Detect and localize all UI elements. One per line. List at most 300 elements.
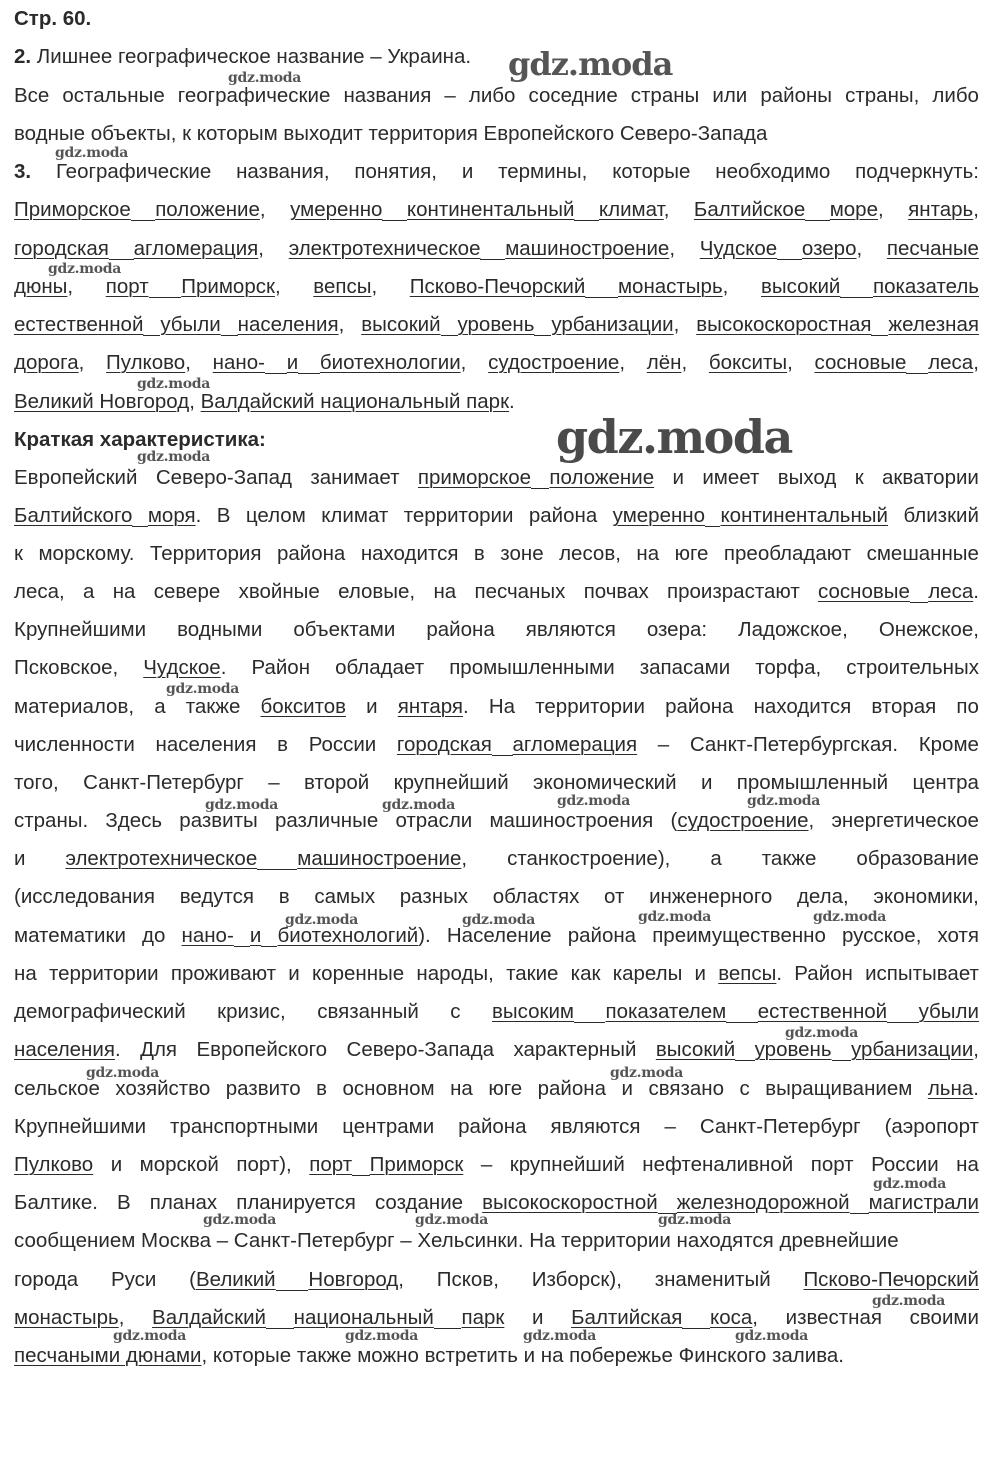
text-run: . — [220, 656, 227, 679]
underlined-term: парк — [461, 1306, 505, 1329]
text-run: , которые также можно встретить и на побережье Финского залива. — [201, 1344, 844, 1367]
word — [488, 1070, 522, 1108]
underlined-term: Псково-Печорский — [409, 275, 586, 298]
text-run: термины, — [498, 160, 588, 183]
underlined-word — [361, 306, 440, 344]
text-line — [14, 191, 979, 229]
word — [14, 153, 31, 191]
text-run: и — [14, 847, 26, 870]
word — [309, 726, 377, 764]
text-run: Северо-Запад — [155, 466, 292, 489]
text-run: соседние — [528, 84, 618, 107]
word — [700, 1108, 861, 1146]
text-run: , — [274, 275, 281, 298]
word — [665, 688, 733, 726]
word — [14, 993, 186, 1031]
text-line — [14, 535, 979, 573]
underlined-word — [418, 459, 531, 497]
underlined-word — [148, 497, 201, 535]
underlined-word — [700, 230, 777, 268]
watermark: gdz.moda — [872, 1293, 946, 1309]
word — [462, 153, 473, 191]
underlined-word — [14, 1299, 124, 1337]
underlined-term: Пулково — [14, 1153, 94, 1176]
word — [316, 1070, 327, 1108]
word — [170, 1108, 318, 1146]
bold-label: Краткая характеристика: — [14, 428, 266, 451]
text-run: , — [118, 1306, 125, 1329]
underlined-word — [761, 268, 840, 306]
text-run: в — [277, 733, 289, 756]
word — [312, 955, 404, 993]
underlined-term: Псково-Печорский — [803, 1268, 979, 1291]
text-run: хотя — [937, 924, 979, 947]
text-run: вторая — [871, 695, 937, 718]
underlined-word — [887, 230, 979, 268]
underlined-term: озеро — [801, 237, 857, 260]
text-run: Все — [14, 84, 50, 107]
word — [529, 497, 597, 535]
word — [288, 955, 299, 993]
text-run: района — [426, 618, 495, 641]
text-run: экономический — [533, 771, 677, 794]
text-run: до — [142, 924, 166, 947]
word — [217, 993, 286, 1031]
underlined-word — [155, 191, 265, 229]
text-run: и — [700, 771, 713, 794]
text-line — [14, 726, 979, 764]
text-run: России — [871, 1153, 939, 1176]
text-run: Санкт-Петербург — [83, 771, 244, 794]
watermark: gdz.moda — [873, 1176, 947, 1192]
text-run: В — [216, 504, 231, 527]
text-run: преимущественно — [652, 924, 826, 947]
underlined-word — [14, 344, 84, 382]
underlined-term: населения — [237, 313, 339, 336]
text-run: морской — [139, 1153, 219, 1176]
underlined-term: высокий — [655, 1038, 736, 1061]
text-line — [14, 1108, 979, 1146]
text-run: , — [189, 390, 201, 413]
text-run: на — [450, 1077, 473, 1100]
text-run: смешанные — [866, 542, 979, 565]
underlined-term: леса — [928, 351, 974, 374]
underline-connector — [871, 335, 888, 336]
word — [14, 878, 155, 916]
text-run: на — [112, 580, 136, 603]
text-run: , — [973, 198, 979, 221]
word — [105, 802, 162, 840]
underlined-term: биотехнологии — [319, 351, 461, 374]
word — [111, 1146, 122, 1184]
word — [142, 917, 165, 955]
underlined-word — [908, 191, 979, 229]
text-run: также — [761, 847, 817, 870]
text-run: песчаных — [474, 580, 566, 603]
text-run: территории — [403, 504, 514, 527]
text-line — [14, 573, 979, 611]
text-run: развито — [225, 1077, 301, 1100]
text-run: материалов, — [14, 695, 135, 718]
underline-connector — [149, 297, 182, 298]
text-run: своими — [909, 1306, 979, 1329]
word — [449, 649, 614, 687]
text-line — [14, 38, 979, 76]
underline-connector — [910, 602, 928, 603]
underline-connector — [352, 1175, 370, 1176]
word — [571, 955, 601, 993]
text-run: занимает — [310, 466, 400, 489]
underlined-word — [14, 1031, 121, 1069]
text-run: – — [480, 1153, 493, 1176]
underlined-word — [599, 191, 669, 229]
underlined-term: национальный — [293, 1306, 434, 1329]
underlined-word — [696, 306, 871, 344]
word — [404, 497, 514, 535]
word — [177, 611, 262, 649]
text-run: , — [681, 351, 688, 374]
underlined-word — [287, 344, 298, 382]
underlined-word — [14, 306, 143, 344]
text-run: являются — [550, 1115, 641, 1138]
word — [343, 77, 431, 115]
watermark-large: gdz.moda — [508, 45, 673, 83]
text-run: с — [450, 1000, 461, 1023]
underlined-word — [851, 1031, 979, 1069]
underlined-term: Пулково — [106, 351, 186, 374]
underlined-word — [802, 230, 862, 268]
word — [275, 802, 378, 840]
underlined-term: порт — [105, 275, 149, 298]
underlined-term: показателем — [605, 1000, 727, 1023]
word — [913, 764, 979, 802]
word — [14, 1108, 146, 1146]
underlined-word — [65, 840, 257, 878]
text-line — [14, 230, 979, 268]
text-run: – — [664, 1115, 676, 1138]
text-run: водными — [177, 618, 263, 641]
word — [150, 535, 262, 573]
underlined-term: судостроение — [677, 809, 809, 832]
text-run: . — [776, 962, 783, 985]
underlined-word — [815, 344, 907, 382]
text-run: понятия, — [354, 160, 437, 183]
watermark: gdz.moda — [785, 1025, 859, 1041]
underline-connector — [777, 259, 802, 260]
word — [690, 726, 898, 764]
text-line — [14, 1184, 979, 1222]
underlined-term: машиностроение — [297, 847, 462, 870]
text-run: на — [636, 542, 660, 565]
underline-connector — [534, 335, 551, 336]
word — [310, 459, 399, 497]
text-run: Район — [251, 656, 311, 679]
text-run: создание — [374, 1191, 464, 1214]
underline-connector — [574, 1022, 605, 1023]
watermark: gdz.moda — [523, 1328, 597, 1344]
word — [885, 1108, 979, 1146]
underlined-term: агломерация — [512, 733, 638, 756]
text-run: русское, — [842, 924, 922, 947]
watermark: gdz.moda — [345, 1328, 419, 1344]
text-run: территории — [535, 695, 645, 718]
text-run: территории — [48, 962, 159, 985]
text-run: обладает — [335, 656, 425, 679]
word — [856, 840, 979, 878]
word — [811, 1146, 854, 1184]
text-run: выход — [777, 466, 837, 489]
word — [765, 1070, 912, 1108]
word — [246, 497, 306, 535]
watermark: gdz.moda — [285, 912, 359, 928]
underlined-term: естественной — [14, 313, 144, 336]
underlined-term: уровень — [754, 1038, 832, 1061]
word — [279, 878, 290, 916]
text-line — [14, 802, 979, 840]
text-run: а — [710, 847, 722, 870]
underline-connector — [726, 1022, 757, 1023]
word — [500, 535, 543, 573]
word — [338, 573, 415, 611]
text-run: также — [185, 695, 241, 718]
text-run: торфа, — [755, 656, 822, 679]
underlined-term: песчаными дюнами — [14, 1344, 202, 1367]
watermark: gdz.moda — [137, 449, 211, 465]
underlined-word — [919, 993, 979, 1031]
underline-connector — [298, 373, 320, 374]
watermark: gdz.moda — [382, 797, 456, 813]
word — [14, 1261, 78, 1299]
text-run: Европейский — [14, 466, 138, 489]
text-run: коренные — [311, 962, 405, 985]
text-run: от — [604, 885, 625, 908]
text-run: . — [114, 1038, 121, 1061]
text-run: в — [316, 1077, 327, 1100]
text-run: названия, — [236, 160, 330, 183]
underlined-term: дюны — [14, 275, 68, 298]
word — [361, 535, 459, 573]
word — [14, 688, 134, 726]
word — [640, 649, 731, 687]
underlined-word — [928, 344, 979, 382]
underlined-term: умеренно — [612, 504, 706, 527]
word — [559, 535, 621, 573]
text-run: имеет — [702, 466, 760, 489]
text-run: экономики, — [873, 885, 979, 908]
underlined-word — [297, 840, 467, 878]
underlined-word — [482, 1184, 658, 1222]
text-run: а — [83, 580, 95, 603]
underline-connector — [480, 259, 505, 260]
text-run: и — [110, 1153, 123, 1176]
underlined-term: урбанизации — [850, 1038, 974, 1061]
underlined-word — [647, 344, 687, 382]
text-run: либо — [468, 84, 516, 107]
underline-connector — [143, 335, 160, 336]
underlined-term: и — [286, 351, 299, 374]
underlined-term: высокоскоростная — [696, 313, 872, 336]
underlined-word — [313, 268, 377, 306]
watermark: gdz.moda — [55, 145, 129, 161]
text-run: к — [854, 466, 864, 489]
text-line — [14, 611, 979, 649]
text-run: озера: — [646, 618, 708, 641]
underlined-term: агломерация — [133, 237, 259, 260]
word — [510, 1146, 625, 1184]
underlined-word — [492, 993, 574, 1031]
underlined-word — [398, 688, 469, 726]
text-run: , — [808, 809, 815, 832]
underlined-term: песчаные — [886, 237, 979, 260]
text-run: акватории — [882, 466, 979, 489]
word — [154, 688, 165, 726]
watermark: gdz.moda — [113, 1328, 187, 1344]
underlined-term: коса — [710, 1306, 753, 1329]
word — [14, 649, 118, 687]
text-run: юге — [674, 542, 709, 565]
word — [474, 573, 565, 611]
text-run: известная — [785, 1306, 882, 1329]
text-run: центрами — [342, 1115, 435, 1138]
word — [239, 573, 320, 611]
text-run: лесов, — [559, 542, 621, 565]
text-line — [14, 0, 979, 38]
word — [584, 573, 649, 611]
text-run: подчеркнуть: — [855, 160, 979, 183]
text-run: численности — [14, 733, 135, 756]
text-run: крупнейший — [509, 1153, 625, 1176]
text-run: , — [787, 351, 793, 374]
text-run: района — [458, 1115, 527, 1138]
text-run: , — [371, 275, 378, 298]
word — [366, 688, 377, 726]
underlined-term: высокий — [760, 275, 841, 298]
word — [196, 1031, 327, 1069]
word — [314, 878, 375, 916]
underlined-word — [718, 955, 782, 993]
text-run: по — [956, 695, 979, 718]
underlined-term: показатель — [873, 275, 979, 298]
word — [846, 649, 979, 687]
text-run: математики — [14, 924, 126, 947]
text-run: климат — [321, 504, 389, 527]
text-run: испытывает — [865, 962, 979, 985]
text-run: , — [973, 1038, 979, 1061]
text-run: кризис, — [217, 1000, 286, 1023]
text-run: Население — [446, 924, 552, 947]
word — [879, 611, 979, 649]
word — [701, 764, 712, 802]
text-run: сообщением Москва – Санкт-Петербург – Хельсинки. На территории находятся древнейшие — [14, 1229, 899, 1252]
text-run: Санкт-Петербург — [699, 1115, 861, 1138]
underline-connector — [906, 373, 928, 374]
text-run: порт — [810, 1153, 854, 1176]
watermark: gdz.moda — [415, 1212, 489, 1228]
underlined-term: урбанизации — [551, 313, 674, 336]
text-run: характерный — [513, 1038, 637, 1061]
underlined-term: убыли — [160, 313, 221, 336]
word — [113, 573, 136, 611]
word — [14, 611, 146, 649]
word — [845, 77, 919, 115]
word — [865, 955, 979, 993]
word — [342, 1108, 434, 1146]
text-line — [14, 764, 979, 802]
word — [354, 153, 437, 191]
word — [293, 611, 395, 649]
text-run: и — [672, 466, 684, 489]
bold-label: 3. — [14, 160, 32, 183]
underlined-term: Валдайский национальный парк — [200, 390, 510, 413]
word — [710, 840, 721, 878]
text-run: юге — [488, 1077, 523, 1100]
underline-connector — [382, 220, 406, 221]
watermark-large: gdz.moda — [556, 410, 792, 464]
underlined-word — [250, 917, 261, 955]
text-run: преобладают — [723, 542, 852, 565]
underlined-term: положение — [155, 198, 260, 221]
underlined-term: и — [249, 924, 262, 947]
underlined-term: электротехническое — [288, 237, 481, 260]
underlined-word — [618, 268, 728, 306]
text-run: карелы — [612, 962, 683, 985]
word — [38, 535, 134, 573]
underline-connector — [832, 1060, 851, 1061]
underline-connector — [492, 755, 513, 756]
text-run: и — [532, 1306, 544, 1329]
word — [342, 1070, 434, 1108]
watermark: gdz.moda — [228, 70, 302, 86]
bold-label: Стр. 60. — [14, 7, 92, 30]
text-run: промышленный — [736, 771, 889, 794]
underlined-term: бокситы — [708, 351, 788, 374]
underlined-word — [261, 688, 347, 726]
underline-connector — [132, 526, 147, 527]
text-run: остальные — [62, 84, 165, 107]
text-line — [14, 153, 979, 191]
text-run: народы, — [416, 962, 494, 985]
underlined-word — [549, 459, 654, 497]
text-run: областях — [492, 885, 580, 908]
word — [335, 649, 424, 687]
underlined-term: монастырь — [617, 275, 723, 298]
word — [873, 878, 978, 916]
word — [702, 459, 759, 497]
underlined-term: сосновые — [814, 351, 907, 374]
word — [538, 1070, 606, 1108]
text-run: , — [973, 351, 979, 374]
underlined-word — [551, 306, 679, 344]
underlined-term: континентальный — [406, 198, 575, 221]
text-run: , — [258, 237, 264, 260]
word — [180, 878, 254, 916]
text-run: знаменитый — [654, 1268, 771, 1291]
word — [14, 955, 37, 993]
text-run: и — [694, 962, 706, 985]
text-run: – — [657, 733, 670, 756]
text-run: района — [567, 924, 637, 947]
text-run: , — [752, 1306, 758, 1329]
text-run: морскому. — [38, 542, 135, 565]
text-run: близкий — [903, 504, 979, 527]
underlined-word — [213, 344, 265, 382]
text-run: нефтеналивной — [642, 1153, 794, 1176]
text-run: хвойные — [238, 580, 320, 603]
text-run: , — [78, 351, 85, 374]
watermark: gdz.moda — [658, 1212, 732, 1228]
underlined-term: Великий — [195, 1268, 276, 1291]
underlined-term: магистрали — [868, 1191, 979, 1214]
